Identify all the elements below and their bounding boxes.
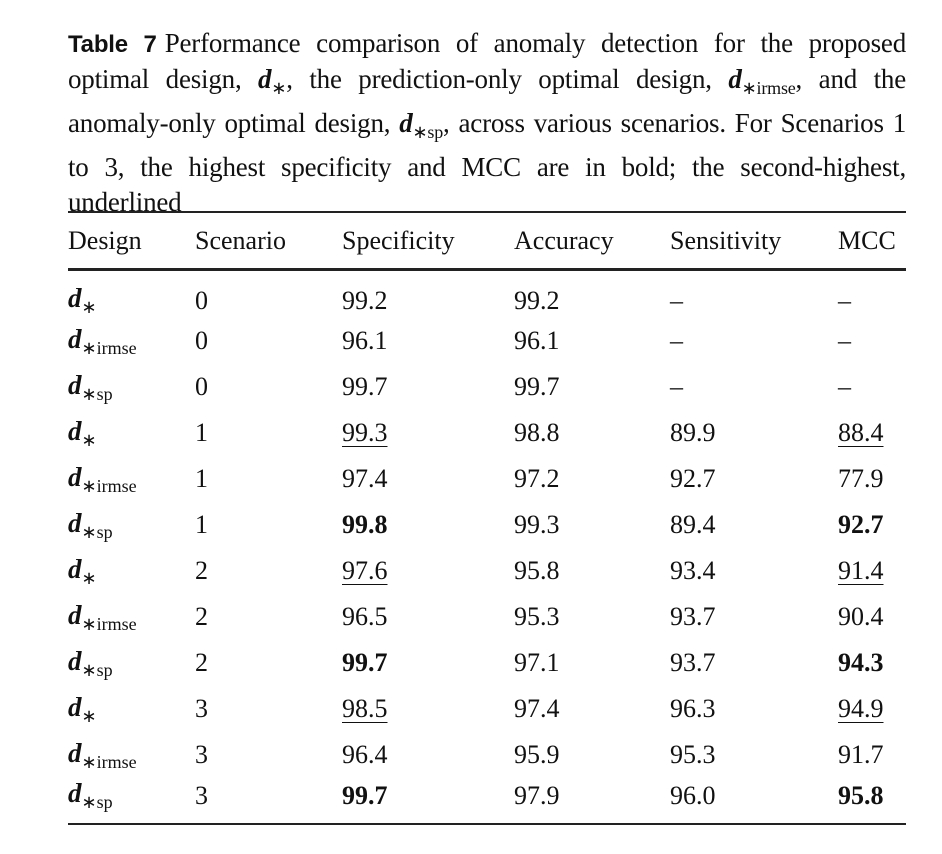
specificity-cell: 97.4 <box>342 464 388 493</box>
design-cell: $d_{∗irmse}$ <box>68 737 137 772</box>
sensitivity-cell: 92.7 <box>670 464 716 493</box>
design-symbol: $d_∗$ <box>258 64 287 98</box>
design-cell: $d_{∗irmse}$ <box>68 461 137 496</box>
design-cell: $d_{∗irmse}$ <box>68 599 137 634</box>
sensitivity-cell: 89.9 <box>670 418 716 447</box>
sensitivity-cell: 96.3 <box>670 694 716 723</box>
specificity-cell: 99.3 <box>342 418 388 447</box>
table-row <box>68 410 906 456</box>
mcc-cell: – <box>838 372 851 401</box>
sensitivity-cell: 96.0 <box>670 780 716 810</box>
scenario-cell: 1 <box>195 418 208 447</box>
scenario-cell: 0 <box>195 372 208 401</box>
mcc-cell: 95.8 <box>838 780 884 810</box>
specificity-cell: 96.4 <box>342 740 388 769</box>
specificity-cell: 96.1 <box>342 326 388 355</box>
design-symbol: $d_{∗irmse}$ <box>728 64 796 98</box>
mcc-cell: 88.4 <box>838 418 884 447</box>
scenario-cell: 2 <box>195 602 208 631</box>
specificity-cell: 99.2 <box>342 285 388 315</box>
accuracy-cell: 96.1 <box>514 326 560 355</box>
mcc-cell: 94.9 <box>838 694 884 723</box>
sensitivity-cell: 89.4 <box>670 510 716 539</box>
design-cell: $d_∗$ <box>68 283 97 317</box>
mcc-cell: 91.7 <box>838 740 884 769</box>
sensitivity-cell: – <box>670 285 683 315</box>
caption-text: , and the anomaly-only optimal design, <box>68 64 906 138</box>
table-row <box>68 640 906 686</box>
sensitivity-cell: 93.4 <box>670 556 716 585</box>
caption-text: , across various scenarios. For Scenarios 1 to 3, the highest specificity and MCC are in bold; the second-highest, underlined <box>68 108 906 217</box>
specificity-cell: 99.8 <box>342 510 388 539</box>
scenario-cell: 1 <box>195 464 208 493</box>
specificity-cell: 99.7 <box>342 372 388 401</box>
design-cell: $d_∗$ <box>68 415 97 450</box>
header-sensitivity: Sensitivity <box>670 225 782 255</box>
accuracy-cell: 95.8 <box>514 556 560 585</box>
table-row <box>68 732 906 778</box>
specificity-cell: 99.7 <box>342 648 388 677</box>
scenario-cell: 0 <box>195 326 208 355</box>
table-row <box>68 456 906 502</box>
table-row <box>68 318 906 364</box>
scenario-cell: 2 <box>195 556 208 585</box>
table-row <box>68 594 906 640</box>
caption-text: , the prediction-only optimal design, <box>286 64 729 94</box>
design-symbol: $d_{∗sp}$ <box>399 108 444 142</box>
specificity-cell: 98.5 <box>342 694 388 723</box>
table-caption-block <box>68 26 906 220</box>
accuracy-cell: 97.1 <box>514 648 560 677</box>
accuracy-cell: 97.4 <box>514 694 560 723</box>
table-label: Table 7 <box>68 31 157 58</box>
results-table <box>68 211 906 825</box>
scenario-cell: 3 <box>195 694 208 723</box>
specificity-cell: 96.5 <box>342 602 388 631</box>
mcc-cell: – <box>838 326 851 355</box>
accuracy-cell: 99.2 <box>514 285 560 315</box>
header-row <box>68 212 906 270</box>
header-mcc: MCC <box>838 225 896 255</box>
header-design: Design <box>68 225 142 255</box>
design-cell: $d_{∗sp}$ <box>68 369 113 404</box>
scenario-cell: 0 <box>195 285 208 315</box>
mcc-cell: 92.7 <box>838 510 884 539</box>
table-row <box>68 270 906 319</box>
design-cell: $d_∗$ <box>68 691 97 726</box>
sensitivity-cell: 93.7 <box>670 602 716 631</box>
mcc-cell: 90.4 <box>838 602 884 631</box>
mcc-cell: – <box>838 285 851 315</box>
scenario-cell: 3 <box>195 740 208 769</box>
header-scenario: Scenario <box>195 225 286 255</box>
scenario-cell: 3 <box>195 780 208 810</box>
caption-text: Performance comparison of anomaly detection for the proposed optimal design, <box>68 28 906 94</box>
scenario-cell: 1 <box>195 510 208 539</box>
mcc-cell: 91.4 <box>838 556 884 585</box>
design-cell: $d_{∗sp}$ <box>68 645 113 680</box>
sensitivity-cell: 95.3 <box>670 740 716 769</box>
accuracy-cell: 99.7 <box>514 372 560 401</box>
accuracy-cell: 98.8 <box>514 418 560 447</box>
design-cell: $d_∗$ <box>68 553 97 588</box>
accuracy-cell: 95.3 <box>514 602 560 631</box>
sensitivity-cell: 93.7 <box>670 648 716 677</box>
specificity-cell: 99.7 <box>342 780 388 810</box>
mcc-cell: 77.9 <box>838 464 884 493</box>
design-cell: $d_{∗sp}$ <box>68 507 113 542</box>
header-specificity: Specificity <box>342 225 455 255</box>
accuracy-cell: 97.9 <box>514 780 560 810</box>
header-accuracy: Accuracy <box>514 225 614 255</box>
design-cell: $d_{∗irmse}$ <box>68 323 137 358</box>
sensitivity-cell: – <box>670 326 683 355</box>
design-cell: $d_{∗sp}$ <box>68 778 113 812</box>
scenario-cell: 2 <box>195 648 208 677</box>
accuracy-cell: 97.2 <box>514 464 560 493</box>
table-row <box>68 502 906 548</box>
table-row <box>68 778 906 824</box>
table-row <box>68 686 906 732</box>
table-caption <box>68 26 906 220</box>
table-row <box>68 364 906 410</box>
specificity-cell: 97.6 <box>342 556 388 585</box>
sensitivity-cell: – <box>670 372 683 401</box>
table-row <box>68 548 906 594</box>
accuracy-cell: 95.9 <box>514 740 560 769</box>
accuracy-cell: 99.3 <box>514 510 560 539</box>
mcc-cell: 94.3 <box>838 648 884 677</box>
